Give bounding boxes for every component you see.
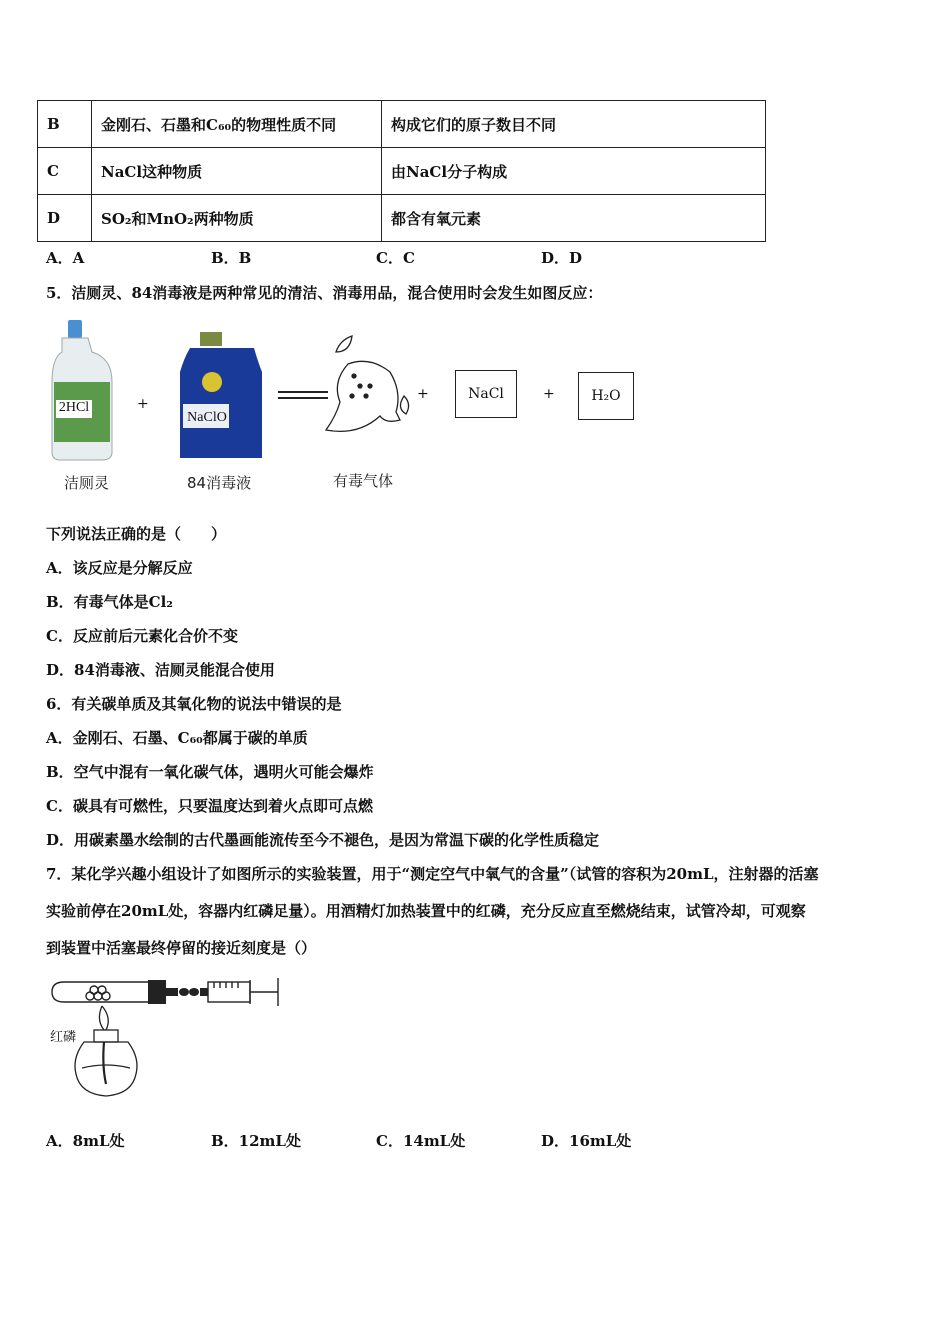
row-letter: C [38, 148, 92, 195]
row-explain: 由NaCl分子构成 [382, 148, 766, 195]
syringe-icon [208, 978, 278, 1006]
alcohol-lamp-icon [75, 1006, 137, 1096]
table-row [38, 195, 766, 242]
row-fact: SO₂和MnO₂两种物质 [92, 195, 382, 242]
option-d[interactable]: D．D [541, 249, 583, 267]
caption-disinfectant: 84消毒液 [187, 474, 252, 492]
row-letter: B [38, 101, 92, 148]
table-row [38, 148, 766, 195]
q5-option-a[interactable]: A．该反应是分解反应 [46, 559, 193, 577]
q7-options [46, 1130, 706, 1151]
q7-stem-line: 7．某化学兴趣小组设计了如图所示的实验装置，用于“测定空气中氧气的含量”（试管的容积为20mL，注射器的活塞 [46, 865, 819, 883]
option-c[interactable]: C．C [376, 249, 415, 267]
option-d[interactable]: D．16mL处 [541, 1132, 632, 1150]
row-fact: 金刚石、石墨和C₆₀的物理性质不同 [92, 101, 382, 148]
row-fact: NaCl这种物质 [92, 148, 382, 195]
caption-toxic-gas: 有毒气体 [333, 472, 394, 490]
q6-option-b[interactable]: B．空气中混有一氧化碳气体，遇明火可能会爆炸 [46, 763, 374, 781]
q5-prompt: 下列说法正确的是（ ） [46, 525, 227, 543]
caption-cleaner: 洁厕灵 [64, 474, 110, 492]
disinfectant-bottle-icon [180, 332, 262, 458]
tubing-icon [166, 988, 208, 996]
plus-sign: + [543, 386, 555, 402]
option-c[interactable]: C．14mL处 [376, 1132, 466, 1150]
q5-option-c[interactable]: C．反应前后元素化合价不变 [46, 627, 238, 645]
apparatus-diagram [44, 970, 289, 1102]
product-h2o-box: H₂O [578, 372, 634, 420]
q6-stem: 6．有关碳单质及其氧化物的说法中错误的是 [46, 695, 342, 713]
q7-stem-line: 到装置中活塞最终停留的接近刻度是（） [46, 939, 317, 957]
q5-option-b[interactable]: B．有毒气体是Cl₂ [46, 593, 173, 611]
toilet-cleaner-bottle-icon [52, 320, 112, 460]
q6-option-d[interactable]: D．用碳素墨水绘制的古代墨画能流传至今不褪色，是因为常温下碳的化学性质稳定 [46, 831, 600, 849]
q5-stem: 5．洁厕灵、84消毒液是两种常见的清洁、消毒用品，混合使用时会发生如图反应： [46, 284, 603, 302]
plus-sign: + [417, 386, 429, 402]
bottle2-formula: NaClO [187, 410, 227, 425]
option-b[interactable]: B．12mL处 [211, 1132, 301, 1150]
bottle1-formula: 2HCl [58, 400, 90, 415]
option-b[interactable]: B．B [211, 249, 252, 267]
row-explain: 都含有氧元素 [382, 195, 766, 242]
plus-sign: + [137, 396, 149, 412]
option-a[interactable]: A．A [46, 249, 85, 267]
test-tube-icon [52, 982, 148, 1002]
q5-option-d[interactable]: D．84消毒液、洁厕灵能混合使用 [46, 661, 275, 679]
row-explain: 构成它们的原子数目不同 [382, 101, 766, 148]
product-nacl-box: NaCl [455, 370, 517, 418]
q7-stem-line: 实验前停在20mL处，容器内红磷足量）。用酒精灯加热装置中的红磷，充分反应直至燃烧结束，试管冷却，可观察 [46, 902, 806, 920]
toxic-gas-icon [326, 336, 409, 431]
stopper-icon [148, 980, 166, 1004]
option-a[interactable]: A．8mL处 [46, 1132, 125, 1150]
red-phosphorus-label: 红磷 [50, 1026, 76, 1045]
row-letter: D [38, 195, 92, 242]
table-row [38, 101, 766, 148]
q6-option-a[interactable]: A．金刚石、石墨、C₆₀都属于碳的单质 [46, 729, 308, 747]
q4-options [46, 247, 706, 268]
q6-option-c[interactable]: C．碳具有可燃性，只要温度达到着火点即可点燃 [46, 797, 373, 815]
answer-table [37, 100, 766, 242]
